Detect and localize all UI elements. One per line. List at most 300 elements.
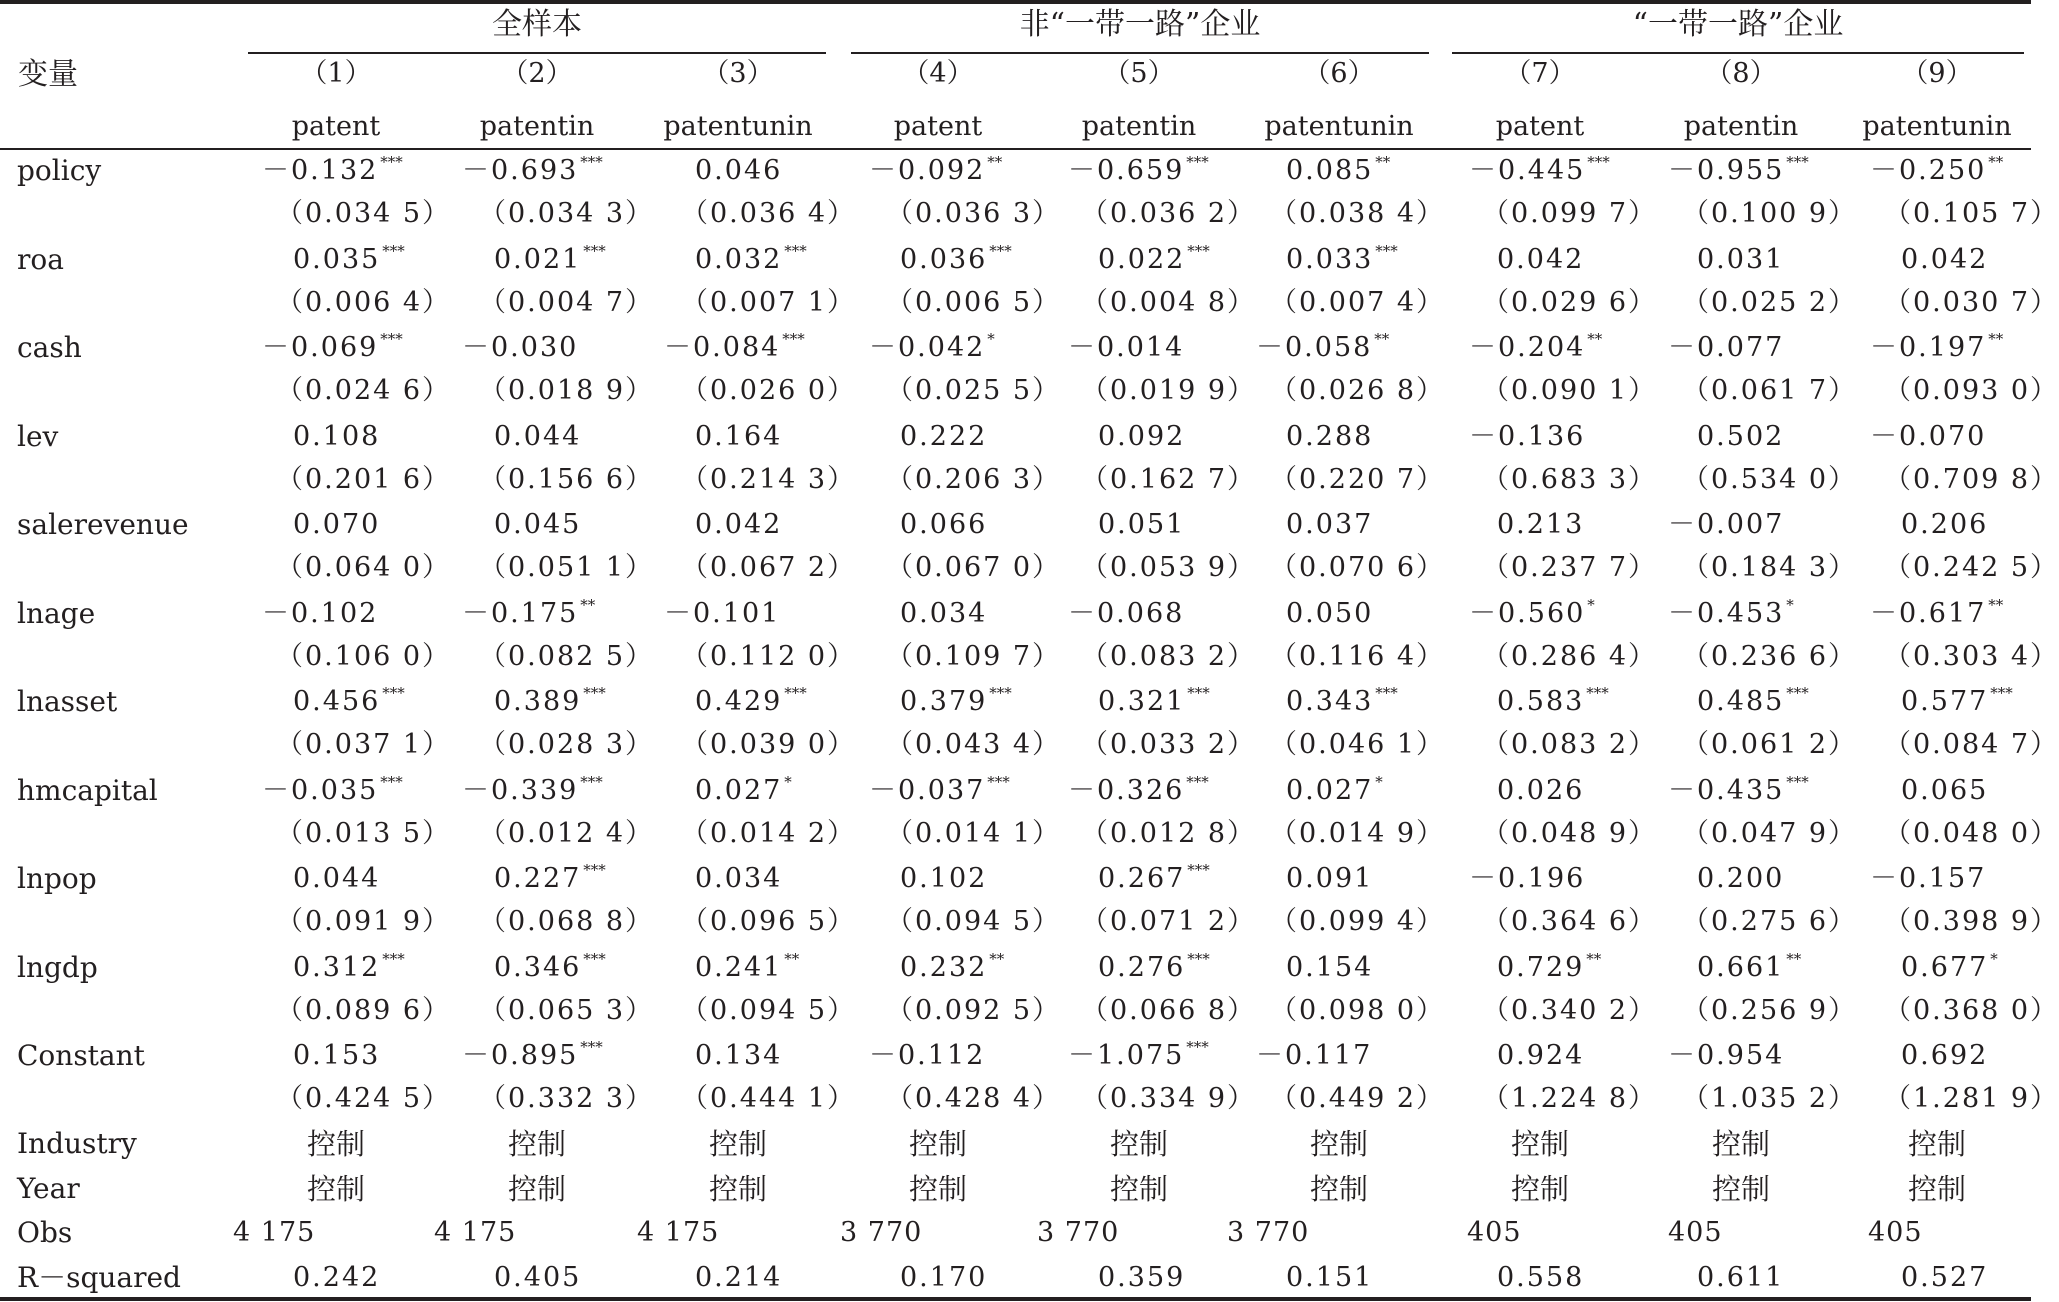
coefficient-cell xyxy=(1668,595,1794,629)
coefficient-cell xyxy=(1497,1042,1586,1069)
control-cell: 控制 xyxy=(708,1127,768,1161)
dependent-variable-label: patentunin xyxy=(1264,111,1414,142)
r-squared-cell: 0.214 xyxy=(695,1261,783,1293)
coefficient-cell xyxy=(695,684,807,717)
coefficient-value: 0.312 xyxy=(293,951,381,983)
standard-error-cell: （0.334 9） xyxy=(1081,1083,1257,1114)
coefficient-value: 0.044 xyxy=(494,420,582,452)
column-number: （3） xyxy=(702,58,774,89)
coefficient-cell xyxy=(900,949,1005,983)
significance-stars: *** xyxy=(1187,241,1210,260)
coefficient-value: －0.102 xyxy=(262,597,379,629)
standard-error-cell: （1.224 8） xyxy=(1482,1083,1658,1114)
r-squared-cell: 0.611 xyxy=(1697,1261,1785,1293)
coefficient-cell xyxy=(1286,865,1375,892)
control-cell: 控制 xyxy=(306,1127,366,1161)
coefficient-value: －0.955 xyxy=(1668,155,1785,186)
coefficient-value: －0.007 xyxy=(1668,509,1785,540)
coefficient-value: 0.037 xyxy=(1286,509,1374,540)
coefficient-cell xyxy=(1870,330,2004,363)
significance-stars: ** xyxy=(1786,949,1802,968)
standard-error-cell: （0.034 5） xyxy=(276,198,452,229)
coefficient-cell xyxy=(1901,511,1990,538)
standard-error-cell: （0.014 9） xyxy=(1270,817,1446,849)
standard-error-cell: （0.025 2） xyxy=(1682,286,1858,318)
standard-error-cell: （0.061 2） xyxy=(1682,729,1858,760)
coefficient-value: 0.456 xyxy=(293,686,381,717)
coefficient-cell xyxy=(1497,243,1586,275)
coefficient-cell xyxy=(1697,684,1809,717)
coefficient-cell xyxy=(1098,949,1210,983)
significance-stars: *** xyxy=(987,772,1010,791)
coefficient-cell xyxy=(1286,684,1398,717)
significance-stars: *** xyxy=(1186,153,1209,171)
standard-error-cell: （0.340 2） xyxy=(1482,994,1658,1026)
coefficient-value: 0.729 xyxy=(1497,951,1585,983)
standard-error-cell: （0.116 4） xyxy=(1270,640,1446,672)
coefficient-cell xyxy=(900,241,1012,275)
standard-error-cell: （0.368 0） xyxy=(1884,994,2059,1026)
coefficient-value: 0.032 xyxy=(695,243,783,275)
coefficient-cell xyxy=(494,420,583,452)
coefficient-cell xyxy=(262,772,403,806)
standard-error-cell: （0.070 6） xyxy=(1270,552,1446,583)
standard-error-cell: （0.014 1） xyxy=(886,817,1062,849)
significance-stars: *** xyxy=(1187,684,1210,702)
standard-error-cell: （0.014 2） xyxy=(681,817,857,849)
significance-stars: *** xyxy=(382,241,405,260)
row-label: R－squared xyxy=(17,1260,181,1294)
coefficient-value: －0.659 xyxy=(1068,155,1185,186)
coefficient-value: －0.117 xyxy=(1256,1040,1373,1071)
r-squared-cell: 0.151 xyxy=(1286,1261,1374,1293)
standard-error-cell: （0.006 4） xyxy=(276,286,452,318)
coefficient-value: 0.924 xyxy=(1497,1040,1585,1071)
significance-stars: ** xyxy=(784,949,800,968)
significance-stars: ** xyxy=(1988,153,2004,171)
coefficient-value: 0.085 xyxy=(1286,155,1374,186)
row-label: lnpop xyxy=(17,862,97,895)
coefficient-value: 0.379 xyxy=(900,686,988,717)
coefficient-cell xyxy=(695,1042,784,1069)
coefficient-value: －1.075 xyxy=(1068,1040,1185,1071)
standard-error-cell: （0.053 9） xyxy=(1081,552,1257,583)
coefficient-cell xyxy=(1286,772,1383,806)
column-number: （8） xyxy=(1705,58,1777,89)
standard-error-cell: （0.038 4） xyxy=(1270,198,1446,229)
coefficient-cell xyxy=(494,861,606,894)
control-cell: 控制 xyxy=(708,1171,768,1206)
coefficient-value: 0.044 xyxy=(293,863,381,894)
coefficient-cell xyxy=(664,597,782,629)
control-cell: 控制 xyxy=(1510,1171,1570,1206)
coefficient-value: 0.502 xyxy=(1697,420,1785,452)
standard-error-cell: （0.039 0） xyxy=(681,729,857,760)
significance-stars: *** xyxy=(380,153,403,171)
coefficient-cell xyxy=(1286,420,1375,452)
coefficient-value: －0.204 xyxy=(1469,332,1586,363)
coefficient-value: 0.206 xyxy=(1901,509,1989,540)
standard-error-cell: （0.242 5） xyxy=(1884,552,2059,583)
coefficient-cell xyxy=(1901,774,1990,806)
coefficient-value: －0.112 xyxy=(869,1040,986,1071)
standard-error-cell: （0.006 5） xyxy=(886,286,1062,318)
coefficient-value: －0.197 xyxy=(1870,332,1987,363)
significance-stars: * xyxy=(1786,595,1794,614)
coefficient-value: －0.157 xyxy=(1870,863,1987,894)
group-header: 非“一带一路”企业 xyxy=(1019,7,1261,42)
obs-cell: 4 175 xyxy=(434,1217,517,1248)
coefficient-cell xyxy=(1469,153,1610,186)
coefficient-value: －0.035 xyxy=(262,774,379,806)
header-bottom-rule xyxy=(0,148,2031,150)
significance-stars: * xyxy=(1375,772,1383,791)
standard-error-cell: （0.092 5） xyxy=(886,994,1062,1026)
control-cell: 控制 xyxy=(1510,1127,1570,1161)
coefficient-value: －0.954 xyxy=(1668,1040,1785,1071)
standard-error-cell: （0.709 8） xyxy=(1884,463,2059,495)
significance-stars: * xyxy=(1990,949,1998,968)
coefficient-value: 0.213 xyxy=(1497,509,1585,540)
significance-stars: *** xyxy=(784,684,807,702)
coefficient-cell xyxy=(462,772,603,806)
standard-error-cell: （0.162 7） xyxy=(1081,463,1257,495)
standard-error-cell: （0.428 4） xyxy=(886,1083,1062,1114)
control-cell: 控制 xyxy=(1309,1171,1369,1206)
coefficient-cell xyxy=(262,330,403,363)
coefficient-value: 0.288 xyxy=(1286,420,1374,452)
coefficient-cell xyxy=(1870,153,2004,186)
coefficient-value: 0.070 xyxy=(293,509,381,540)
dependent-variable-label: patentunin xyxy=(663,111,813,142)
coefficient-value: 0.429 xyxy=(695,686,783,717)
coefficient-value: －0.339 xyxy=(462,774,579,806)
standard-error-cell: （0.026 0） xyxy=(681,375,857,406)
row-label: policy xyxy=(17,154,102,187)
significance-stars: *** xyxy=(782,330,805,348)
significance-stars: *** xyxy=(1375,684,1398,702)
coefficient-cell xyxy=(1668,772,1809,806)
coefficient-value: －0.070 xyxy=(1870,420,1987,452)
group-underline xyxy=(1452,52,2024,54)
standard-error-cell: （0.098 0） xyxy=(1270,994,1446,1026)
significance-stars: *** xyxy=(1375,241,1398,260)
significance-stars: *** xyxy=(583,684,606,702)
standard-error-cell: （0.068 8） xyxy=(479,906,655,937)
coefficient-value: －0.693 xyxy=(462,155,579,186)
coefficient-cell xyxy=(462,1038,603,1071)
standard-error-cell: （0.105 7） xyxy=(1884,198,2059,229)
standard-error-cell: （0.046 1） xyxy=(1270,729,1446,760)
coefficient-cell xyxy=(1098,684,1210,717)
coefficient-cell xyxy=(1901,684,2013,717)
coefficient-cell xyxy=(1469,330,1603,363)
standard-error-cell: （0.030 7） xyxy=(1884,286,2059,318)
significance-stars: *** xyxy=(1586,684,1609,702)
standard-error-cell: （0.012 4） xyxy=(479,817,655,849)
column-number: （5） xyxy=(1103,58,1175,89)
standard-error-cell: （0.067 2） xyxy=(681,552,857,583)
coefficient-value: －0.014 xyxy=(1068,332,1185,363)
coefficient-value: 0.232 xyxy=(900,951,988,983)
coefficient-value: 0.692 xyxy=(1901,1040,1989,1071)
control-cell: 控制 xyxy=(1907,1171,1967,1206)
coefficient-cell xyxy=(262,597,380,629)
significance-stars: *** xyxy=(989,241,1012,260)
coefficient-cell xyxy=(1668,334,1786,361)
standard-error-cell: （0.091 9） xyxy=(276,906,452,937)
standard-error-cell: （0.332 3） xyxy=(479,1083,655,1114)
standard-error-cell: （0.099 4） xyxy=(1270,906,1446,937)
coefficient-cell xyxy=(462,595,596,629)
significance-stars: ** xyxy=(1586,949,1602,968)
coefficient-cell xyxy=(1256,1042,1374,1069)
dependent-variable-label: patentin xyxy=(479,111,595,142)
coefficient-value: 0.027 xyxy=(1286,774,1374,806)
row-label: roa xyxy=(17,242,64,276)
coefficient-value: 0.036 xyxy=(900,243,988,275)
coefficient-value: －0.101 xyxy=(664,597,781,629)
significance-stars: ** xyxy=(1988,595,2004,614)
control-cell: 控制 xyxy=(1907,1127,1967,1161)
coefficient-cell xyxy=(293,1042,382,1069)
standard-error-cell: （0.084 7） xyxy=(1884,729,2059,760)
significance-stars: *** xyxy=(784,241,807,260)
standard-error-cell: （0.090 1） xyxy=(1482,375,1658,406)
coefficient-cell xyxy=(1068,153,1209,186)
standard-error-cell: （0.051 1） xyxy=(479,552,655,583)
coefficient-cell xyxy=(869,772,1010,806)
standard-error-cell: （0.220 7） xyxy=(1270,463,1446,495)
standard-error-cell: （0.043 4） xyxy=(886,729,1062,760)
coefficient-cell xyxy=(1697,865,1786,892)
coefficient-value: 0.035 xyxy=(293,243,381,275)
standard-error-cell: （0.214 3） xyxy=(681,463,857,495)
coefficient-value: 0.034 xyxy=(900,597,988,629)
standard-error-cell: （0.034 3） xyxy=(479,198,655,229)
control-cell: 控制 xyxy=(507,1171,567,1206)
coefficient-value: －0.030 xyxy=(462,332,579,363)
row-label: salerevenue xyxy=(17,508,189,541)
standard-error-cell: （0.256 9） xyxy=(1682,994,1858,1026)
significance-stars: ** xyxy=(1587,330,1603,348)
coefficient-cell xyxy=(1497,949,1602,983)
standard-error-cell: （0.007 4） xyxy=(1270,286,1446,318)
coefficient-value: 0.227 xyxy=(494,863,582,894)
table-top-rule xyxy=(0,0,2031,4)
variable-column-header: 变量 xyxy=(18,57,78,92)
control-cell: 控制 xyxy=(1109,1171,1169,1206)
significance-stars: *** xyxy=(1786,153,1809,171)
coefficient-cell xyxy=(1286,153,1391,186)
control-cell: 控制 xyxy=(1711,1171,1771,1206)
standard-error-cell: （0.064 0） xyxy=(276,552,452,583)
coefficient-cell xyxy=(1098,511,1187,538)
coefficient-cell xyxy=(494,511,583,538)
standard-error-cell: （0.237 7） xyxy=(1482,552,1658,583)
coefficient-value: 0.241 xyxy=(695,951,783,983)
coefficient-value: 0.051 xyxy=(1098,509,1186,540)
standard-error-cell: （1.281 9） xyxy=(1884,1083,2059,1114)
standard-error-cell: （0.013 5） xyxy=(276,817,452,849)
row-label: lnasset xyxy=(17,685,118,718)
coefficient-value: －0.068 xyxy=(1068,597,1185,629)
significance-stars: *** xyxy=(580,772,603,791)
significance-stars: * xyxy=(784,772,792,791)
coefficient-value: 0.577 xyxy=(1901,686,1989,717)
coefficient-value: 0.661 xyxy=(1697,951,1785,983)
standard-error-cell: （0.033 2） xyxy=(1081,729,1257,760)
row-label: hmcapital xyxy=(17,773,158,807)
dependent-variable-label: patentin xyxy=(1683,111,1799,142)
obs-cell: 4 175 xyxy=(233,1217,316,1248)
standard-error-cell: （0.534 0） xyxy=(1682,463,1858,495)
standard-error-cell: （0.093 0） xyxy=(1884,375,2059,406)
coefficient-value: 0.050 xyxy=(1286,597,1374,629)
coefficient-cell xyxy=(1068,772,1209,806)
control-cell: 控制 xyxy=(507,1127,567,1161)
coefficient-value: 0.583 xyxy=(1497,686,1585,717)
standard-error-cell: （0.096 5） xyxy=(681,906,857,937)
standard-error-cell: （0.048 9） xyxy=(1482,817,1658,849)
group-underline xyxy=(248,52,826,54)
significance-stars: *** xyxy=(1187,949,1210,968)
significance-stars: *** xyxy=(583,241,606,260)
standard-error-cell: （0.048 0） xyxy=(1884,817,2059,849)
standard-error-cell: （0.424 5） xyxy=(276,1083,452,1114)
column-number: （2） xyxy=(501,58,573,89)
coefficient-value: －0.042 xyxy=(869,332,986,363)
significance-stars: *** xyxy=(1186,1038,1209,1056)
row-label: Constant xyxy=(17,1039,145,1072)
coefficient-cell xyxy=(1870,865,1988,892)
standard-error-cell: （0.206 3） xyxy=(886,463,1062,495)
dependent-variable-label: patent xyxy=(893,111,983,142)
coefficient-value: 0.042 xyxy=(1901,243,1989,275)
standard-error-cell: （0.109 7） xyxy=(886,640,1062,672)
control-cell: 控制 xyxy=(1309,1127,1369,1161)
significance-stars: ** xyxy=(1374,330,1390,348)
coefficient-cell xyxy=(695,420,784,452)
coefficient-cell xyxy=(262,153,403,186)
coefficient-value: －0.136 xyxy=(1469,420,1586,452)
significance-stars: *** xyxy=(1786,684,1809,702)
coefficient-cell xyxy=(1497,684,1609,717)
standard-error-cell: （0.019 9） xyxy=(1081,375,1257,406)
r-squared-cell: 0.170 xyxy=(900,1261,988,1293)
column-number: （1） xyxy=(300,58,372,89)
significance-stars: *** xyxy=(380,772,403,791)
standard-error-cell: （0.047 9） xyxy=(1682,817,1858,849)
r-squared-cell: 0.242 xyxy=(293,1261,381,1293)
coefficient-value: 0.066 xyxy=(900,509,988,540)
dependent-variable-label: patent xyxy=(291,111,381,142)
significance-stars: *** xyxy=(382,684,405,702)
standard-error-cell: （0.065 3） xyxy=(479,994,655,1026)
standard-error-cell: （0.099 7） xyxy=(1482,198,1658,229)
coefficient-value: 0.091 xyxy=(1286,863,1374,894)
coefficient-cell xyxy=(293,241,405,275)
coefficient-value: 0.346 xyxy=(494,951,582,983)
standard-error-cell: （0.303 4） xyxy=(1884,640,2059,672)
row-label: Obs xyxy=(17,1216,73,1249)
coefficient-cell xyxy=(293,949,405,983)
significance-stars: *** xyxy=(1587,153,1610,171)
coefficient-value: 0.108 xyxy=(293,420,381,452)
column-number: （6） xyxy=(1303,58,1375,89)
coefficient-cell xyxy=(293,865,382,892)
significance-stars: ** xyxy=(1375,153,1391,171)
coefficient-cell xyxy=(1068,597,1186,629)
coefficient-cell xyxy=(695,511,784,538)
coefficient-value: －0.895 xyxy=(462,1040,579,1071)
standard-error-cell: （0.364 6） xyxy=(1482,906,1658,937)
coefficient-value: 0.200 xyxy=(1697,863,1785,894)
standard-error-cell: （0.083 2） xyxy=(1081,640,1257,672)
coefficient-value: 0.164 xyxy=(695,420,783,452)
coefficient-cell xyxy=(1497,511,1586,538)
r-squared-cell: 0.359 xyxy=(1098,1261,1186,1293)
coefficient-cell xyxy=(1098,241,1210,275)
coefficient-value: 0.321 xyxy=(1098,686,1186,717)
obs-cell: 405 xyxy=(1868,1217,1923,1248)
coefficient-cell xyxy=(1286,597,1375,629)
coefficient-cell xyxy=(1286,241,1398,275)
significance-stars: * xyxy=(1587,595,1595,614)
coefficient-cell xyxy=(1901,949,1998,983)
coefficient-value: －0.069 xyxy=(262,332,379,363)
dependent-variable-label: patentin xyxy=(1081,111,1197,142)
row-label: cash xyxy=(17,331,82,364)
coefficient-value: 0.222 xyxy=(900,420,988,452)
coefficient-cell xyxy=(1697,420,1786,452)
coefficient-cell xyxy=(1286,511,1375,538)
row-label: Year xyxy=(17,1171,80,1205)
row-label: lev xyxy=(17,419,59,453)
standard-error-cell: （0.449 2） xyxy=(1270,1083,1446,1114)
standard-error-cell: （0.275 6） xyxy=(1682,906,1858,937)
coefficient-cell xyxy=(462,153,603,186)
coefficient-value: －0.175 xyxy=(462,597,579,629)
significance-stars: *** xyxy=(580,1038,603,1056)
standard-error-cell: （0.444 1） xyxy=(681,1083,857,1114)
significance-stars: *** xyxy=(1186,772,1209,791)
coefficient-value: －0.250 xyxy=(1870,155,1987,186)
significance-stars: ** xyxy=(580,595,596,614)
significance-stars: ** xyxy=(989,949,1005,968)
coefficient-cell xyxy=(900,420,989,452)
standard-error-cell: （0.201 6） xyxy=(276,463,452,495)
significance-stars: *** xyxy=(580,153,603,171)
coefficient-value: －0.326 xyxy=(1068,774,1185,806)
coefficient-cell xyxy=(695,241,807,275)
significance-stars: *** xyxy=(382,949,405,968)
standard-error-cell: （0.106 0） xyxy=(276,640,452,672)
coefficient-cell xyxy=(1901,1042,1990,1069)
coefficient-cell xyxy=(695,772,792,806)
standard-error-cell: （0.683 3） xyxy=(1482,463,1658,495)
control-cell: 控制 xyxy=(908,1127,968,1161)
standard-error-cell: （0.236 6） xyxy=(1682,640,1858,672)
significance-stars: *** xyxy=(1187,861,1210,879)
dependent-variable-label: patentunin xyxy=(1862,111,2012,142)
coefficient-value: －0.617 xyxy=(1870,597,1987,629)
standard-error-cell: （0.028 3） xyxy=(479,729,655,760)
coefficient-cell xyxy=(1668,511,1786,538)
coefficient-value: －0.132 xyxy=(262,155,379,186)
column-number: （9） xyxy=(1901,58,1973,89)
standard-error-cell: （0.029 6） xyxy=(1482,286,1658,318)
